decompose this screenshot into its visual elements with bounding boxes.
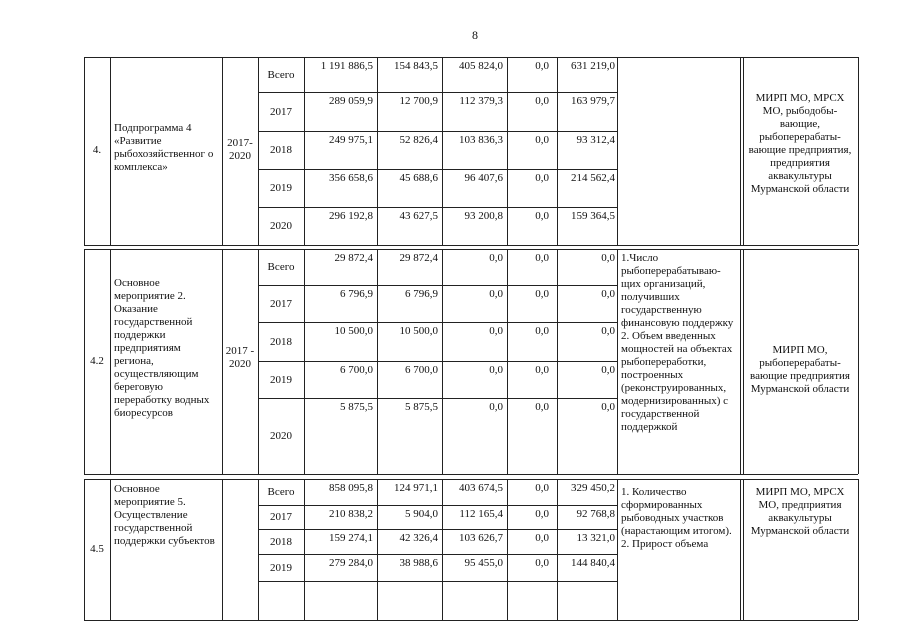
table-rule (258, 92, 617, 93)
table-rule (258, 285, 617, 286)
regional-budget-value: 5 904,0 (405, 508, 438, 520)
table-rule (743, 479, 744, 620)
federal-budget-value: 0,0 (489, 288, 503, 300)
regional-budget-value: 52 826,4 (399, 134, 438, 146)
table-rule (740, 479, 741, 620)
local-budget-value: 0,0 (535, 252, 549, 264)
row-period: 2017 - 2020 (225, 345, 255, 370)
other-sources-value: 329 450,2 (571, 482, 615, 494)
table-rule (617, 479, 618, 620)
table-rule (377, 479, 378, 620)
federal-budget-value: 0,0 (489, 325, 503, 337)
year-label: 2017 (270, 106, 292, 118)
table-rule (858, 249, 859, 474)
table-rule (304, 249, 305, 474)
table-rule (442, 479, 443, 620)
table-rule (84, 249, 85, 474)
local-budget-value: 0,0 (535, 134, 549, 146)
other-sources-value: 144 840,4 (571, 557, 615, 569)
year-label: 2019 (270, 562, 292, 574)
total-value: 5 875,5 (340, 401, 373, 413)
year-label: 2017 (270, 298, 292, 310)
table-rule (258, 398, 617, 399)
table-rule (258, 131, 617, 132)
row-period: 2017-2020 (227, 137, 253, 162)
table-rule (442, 249, 443, 474)
table-rule (258, 479, 259, 620)
table-rule (557, 249, 558, 474)
regional-budget-value: 38 988,6 (399, 557, 438, 569)
regional-budget-value: 45 688,6 (399, 172, 438, 184)
table-rule (304, 479, 305, 620)
table-rule (258, 169, 617, 170)
table-rule (258, 57, 259, 245)
total-value: 6 700,0 (340, 364, 373, 376)
table-rule (258, 529, 617, 530)
table-rule (84, 245, 858, 246)
federal-budget-value: 103 836,3 (459, 134, 503, 146)
federal-budget-value: 96 407,6 (464, 172, 503, 184)
local-budget-value: 0,0 (535, 172, 549, 184)
local-budget-value: 0,0 (535, 508, 549, 520)
table-rule (84, 474, 858, 475)
table-rule (740, 249, 741, 474)
table-rule (304, 57, 305, 245)
local-budget-value: 0,0 (535, 288, 549, 300)
table-rule (258, 322, 617, 323)
table-rule (617, 249, 618, 474)
total-value: 10 500,0 (334, 325, 373, 337)
row-executors: МИРП МО, МРСХ МО, предприятия аквакультуры Мурманской области (750, 486, 850, 537)
other-sources-value: 92 768,8 (576, 508, 615, 520)
table-rule (84, 249, 858, 250)
local-budget-value: 0,0 (535, 532, 549, 544)
other-sources-value: 0,0 (601, 364, 615, 376)
federal-budget-value: 93 200,8 (464, 210, 503, 222)
total-value: 159 274,1 (329, 532, 373, 544)
regional-budget-value: 5 875,5 (405, 401, 438, 413)
table-rule (222, 479, 223, 620)
regional-budget-value: 124 971,1 (394, 482, 438, 494)
year-label: Всего (267, 486, 295, 498)
table-rule (258, 249, 259, 474)
total-value: 858 095,8 (329, 482, 373, 494)
table-rule (507, 57, 508, 245)
row-number: 4.5 (90, 543, 104, 555)
row-number: 4.2 (90, 355, 104, 367)
table-rule (377, 57, 378, 245)
federal-budget-value: 0,0 (489, 364, 503, 376)
row-name: Основное мероприятие 2. Оказание государственной поддержки предприятиям региона, осуществляющим береговую переработку водных биоресурсов (114, 277, 210, 419)
federal-budget-value: 0,0 (489, 252, 503, 264)
row-indicators: 1. Количество сформированных рыбоводных участков (нарастающим итогом). 2. Прирост объема (621, 486, 732, 550)
year-label: 2020 (270, 220, 292, 232)
other-sources-value: 0,0 (601, 401, 615, 413)
other-sources-value: 214 562,4 (571, 172, 615, 184)
federal-budget-value: 103 626,7 (459, 532, 503, 544)
table-rule (258, 554, 617, 555)
page-number: 8 (472, 28, 478, 42)
regional-budget-value: 6 796,9 (405, 288, 438, 300)
table-rule (110, 249, 111, 474)
regional-budget-value: 10 500,0 (399, 325, 438, 337)
regional-budget-value: 12 700,9 (399, 95, 438, 107)
other-sources-value: 631 219,0 (571, 60, 615, 72)
table-rule (507, 479, 508, 620)
total-value: 29 872,4 (334, 252, 373, 264)
local-budget-value: 0,0 (535, 210, 549, 222)
table-rule (84, 479, 85, 620)
table-rule (743, 249, 744, 474)
table-rule (858, 57, 859, 245)
table-rule (110, 479, 111, 620)
total-value: 249 975,1 (329, 134, 373, 146)
local-budget-value: 0,0 (535, 325, 549, 337)
table-rule (507, 249, 508, 474)
table-rule (557, 479, 558, 620)
table-rule (258, 361, 617, 362)
table-rule (110, 57, 111, 245)
other-sources-value: 13 321,0 (576, 532, 615, 544)
federal-budget-value: 403 674,5 (459, 482, 503, 494)
table-rule (258, 581, 617, 582)
year-label: 2019 (270, 182, 292, 194)
year-label: 2019 (270, 374, 292, 386)
total-value: 279 284,0 (329, 557, 373, 569)
local-budget-value: 0,0 (535, 401, 549, 413)
federal-budget-value: 405 824,0 (459, 60, 503, 72)
federal-budget-value: 95 455,0 (464, 557, 503, 569)
federal-budget-value: 0,0 (489, 401, 503, 413)
year-label: Всего (267, 69, 295, 81)
table-rule (377, 249, 378, 474)
row-name: Подпрограмма 4 «Развитие рыбохозяйственног о комплекса» (114, 122, 214, 173)
year-label: Всего (267, 261, 295, 273)
table-rule (743, 57, 744, 245)
regional-budget-value: 6 700,0 (405, 364, 438, 376)
other-sources-value: 0,0 (601, 252, 615, 264)
local-budget-value: 0,0 (535, 482, 549, 494)
table-rule (858, 479, 859, 620)
other-sources-value: 0,0 (601, 288, 615, 300)
table-rule (258, 505, 617, 506)
table-rule (222, 249, 223, 474)
row-executors: МИРП МО, рыбоперерабаты-вающие предприятия Мурманской области (750, 344, 850, 395)
table-rule (84, 479, 858, 480)
table-rule (617, 57, 618, 245)
total-value: 1 191 886,5 (320, 60, 373, 72)
local-budget-value: 0,0 (535, 557, 549, 569)
total-value: 296 192,8 (329, 210, 373, 222)
row-indicators: 1.Число рыбоперерабатываю-щих организаций, получивших государственную финансовую поддержку 2. Объем введенных мощностей на объектах рыбопереработки, построенных (реконструированных, модернизированных) с государственной поддержкой (621, 252, 734, 433)
row-name: Основное мероприятие 5. Осуществление государственной поддержки субъектов (114, 483, 215, 547)
row-number: 4. (92, 144, 102, 156)
regional-budget-value: 29 872,4 (399, 252, 438, 264)
table-rule (442, 57, 443, 245)
other-sources-value: 93 312,4 (576, 134, 615, 146)
row-executors: МИРП МО, МРСХ МО, рыбодобы-вающие, рыбоперерабаты-вающие предприятия, предприятия аквакультуры Мурманской области (748, 92, 852, 195)
table-rule (258, 207, 617, 208)
total-value: 210 838,2 (329, 508, 373, 520)
total-value: 356 658,6 (329, 172, 373, 184)
other-sources-value: 0,0 (601, 325, 615, 337)
year-label: 2017 (270, 511, 292, 523)
total-value: 6 796,9 (340, 288, 373, 300)
year-label: 2020 (270, 430, 292, 442)
local-budget-value: 0,0 (535, 364, 549, 376)
local-budget-value: 0,0 (535, 95, 549, 107)
regional-budget-value: 42 326,4 (399, 532, 438, 544)
federal-budget-value: 112 165,4 (459, 508, 503, 520)
table-rule (740, 57, 741, 245)
regional-budget-value: 43 627,5 (399, 210, 438, 222)
other-sources-value: 163 979,7 (571, 95, 615, 107)
year-label: 2018 (270, 144, 292, 156)
year-label: 2018 (270, 536, 292, 548)
other-sources-value: 159 364,5 (571, 210, 615, 222)
federal-budget-value: 112 379,3 (459, 95, 503, 107)
year-label: 2018 (270, 336, 292, 348)
table-rule (222, 57, 223, 245)
total-value: 289 059,9 (329, 95, 373, 107)
local-budget-value: 0,0 (535, 60, 549, 72)
regional-budget-value: 154 843,5 (394, 60, 438, 72)
table-rule (84, 620, 858, 621)
table-rule (84, 57, 85, 245)
table-rule (84, 57, 858, 58)
table-rule (557, 57, 558, 245)
